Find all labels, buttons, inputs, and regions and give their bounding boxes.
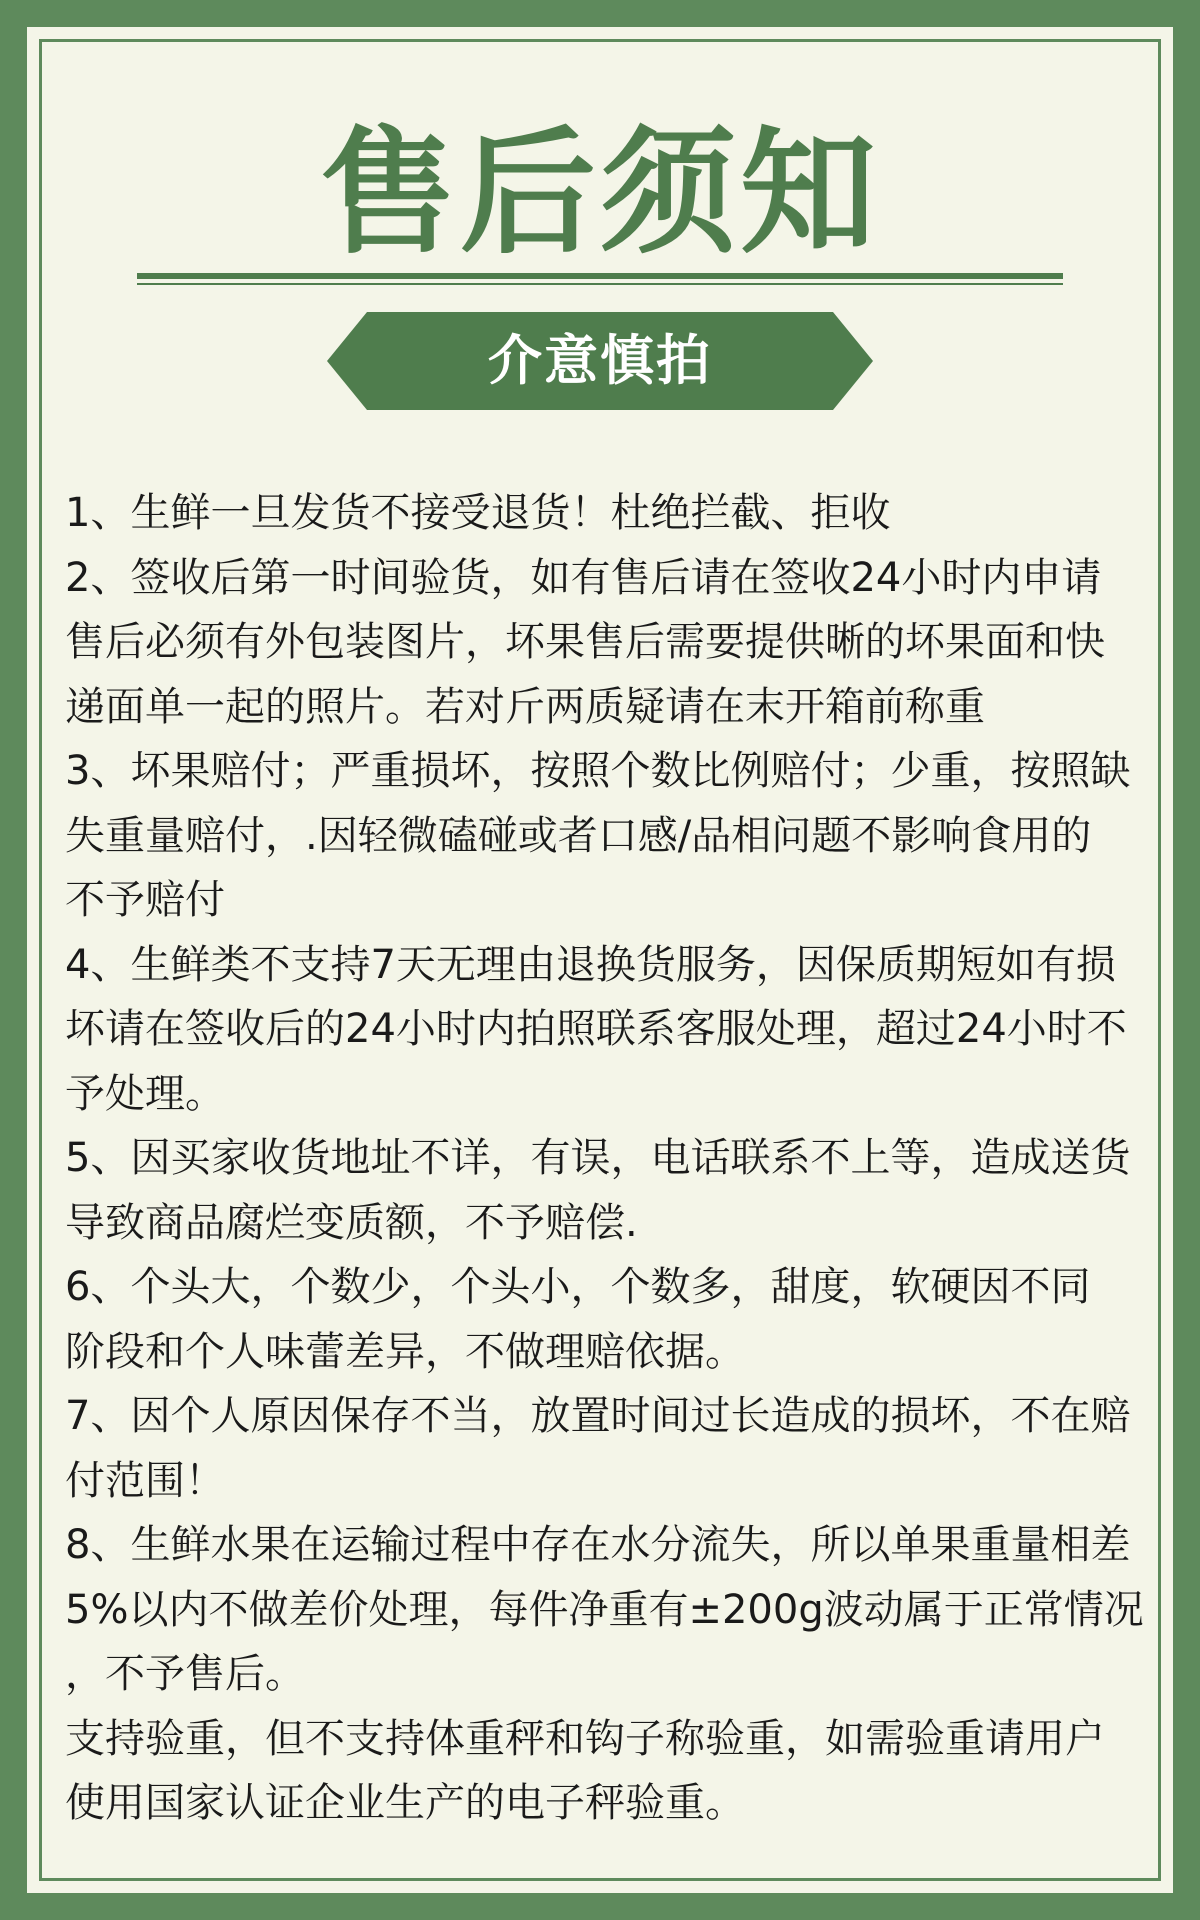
notice-line: 1、生鲜一旦发货不接受退货！杜绝拦截、拒收 [65, 490, 891, 536]
notice-line: 不予赔付 [65, 877, 225, 923]
notice-line: 8、生鲜水果在运输过程中存在水分流失，所以单果重量相差 [65, 1522, 1131, 1568]
notice-body [65, 481, 1145, 1836]
notice-line: ，不予售后。 [65, 1651, 305, 1697]
title-divider-thin [137, 283, 1063, 285]
notice-line: 阶段和个人味蕾差异，不做理赔依据。 [65, 1328, 745, 1375]
notice-card [27, 27, 1173, 1893]
notice-line: 坏请在签收后的24小时内拍照联系客服处理，超过24小时不 [65, 1006, 1127, 1052]
notice-line: 支持验重，但不支持体重秤和钩子称验重，如需验重请用户 [65, 1715, 1105, 1762]
notice-line: 使用国家认证企业生产的电子秤验重。 [65, 1780, 745, 1826]
notice-line: 予处理。 [65, 1070, 225, 1117]
notice-line: 6、个头大，个数少，个头小，个数多，甜度，软硬因不同 [65, 1264, 1091, 1310]
notice-line: 4、生鲜类不支持7天无理由退换货服务，因保质期短如有损 [65, 941, 1116, 988]
notice-line: 2、签收后第一时间验货，如有售后请在签收24小时内申请 [65, 554, 1102, 601]
notice-line: 导致商品腐烂变质额，不予赔偿. [65, 1199, 638, 1246]
page-title: 售后须知 [320, 115, 880, 273]
notice-line: 3、坏果赔付；严重损坏，按照个数比例赔付；少重，按照缺 [65, 748, 1131, 794]
notice-line: 5、因买家收货地址不详，有误，电话联系不上等，造成送货 [65, 1135, 1131, 1181]
notice-line: 付范围！ [65, 1457, 225, 1504]
notice-line: 售后必须有外包装图片，坏果售后需要提供晰的坏果面和快 [65, 619, 1105, 665]
notice-line: 5%以内不做差价处理，每件净重有±200g波动属于正常情况 [65, 1586, 1144, 1633]
title-divider-thick [137, 273, 1063, 279]
notice-line: 失重量赔付，.因轻微磕碰或者口感/品相问题不影响食用的 [65, 812, 1092, 859]
notice-line: 7、因个人原因保存不当，放置时间过长造成的损坏，不在赔 [65, 1393, 1131, 1439]
notice-line: 递面单一起的照片。若对斤两质疑请在末开箱前称重 [65, 683, 985, 730]
subtitle-text: 介意慎拍 [488, 329, 712, 392]
